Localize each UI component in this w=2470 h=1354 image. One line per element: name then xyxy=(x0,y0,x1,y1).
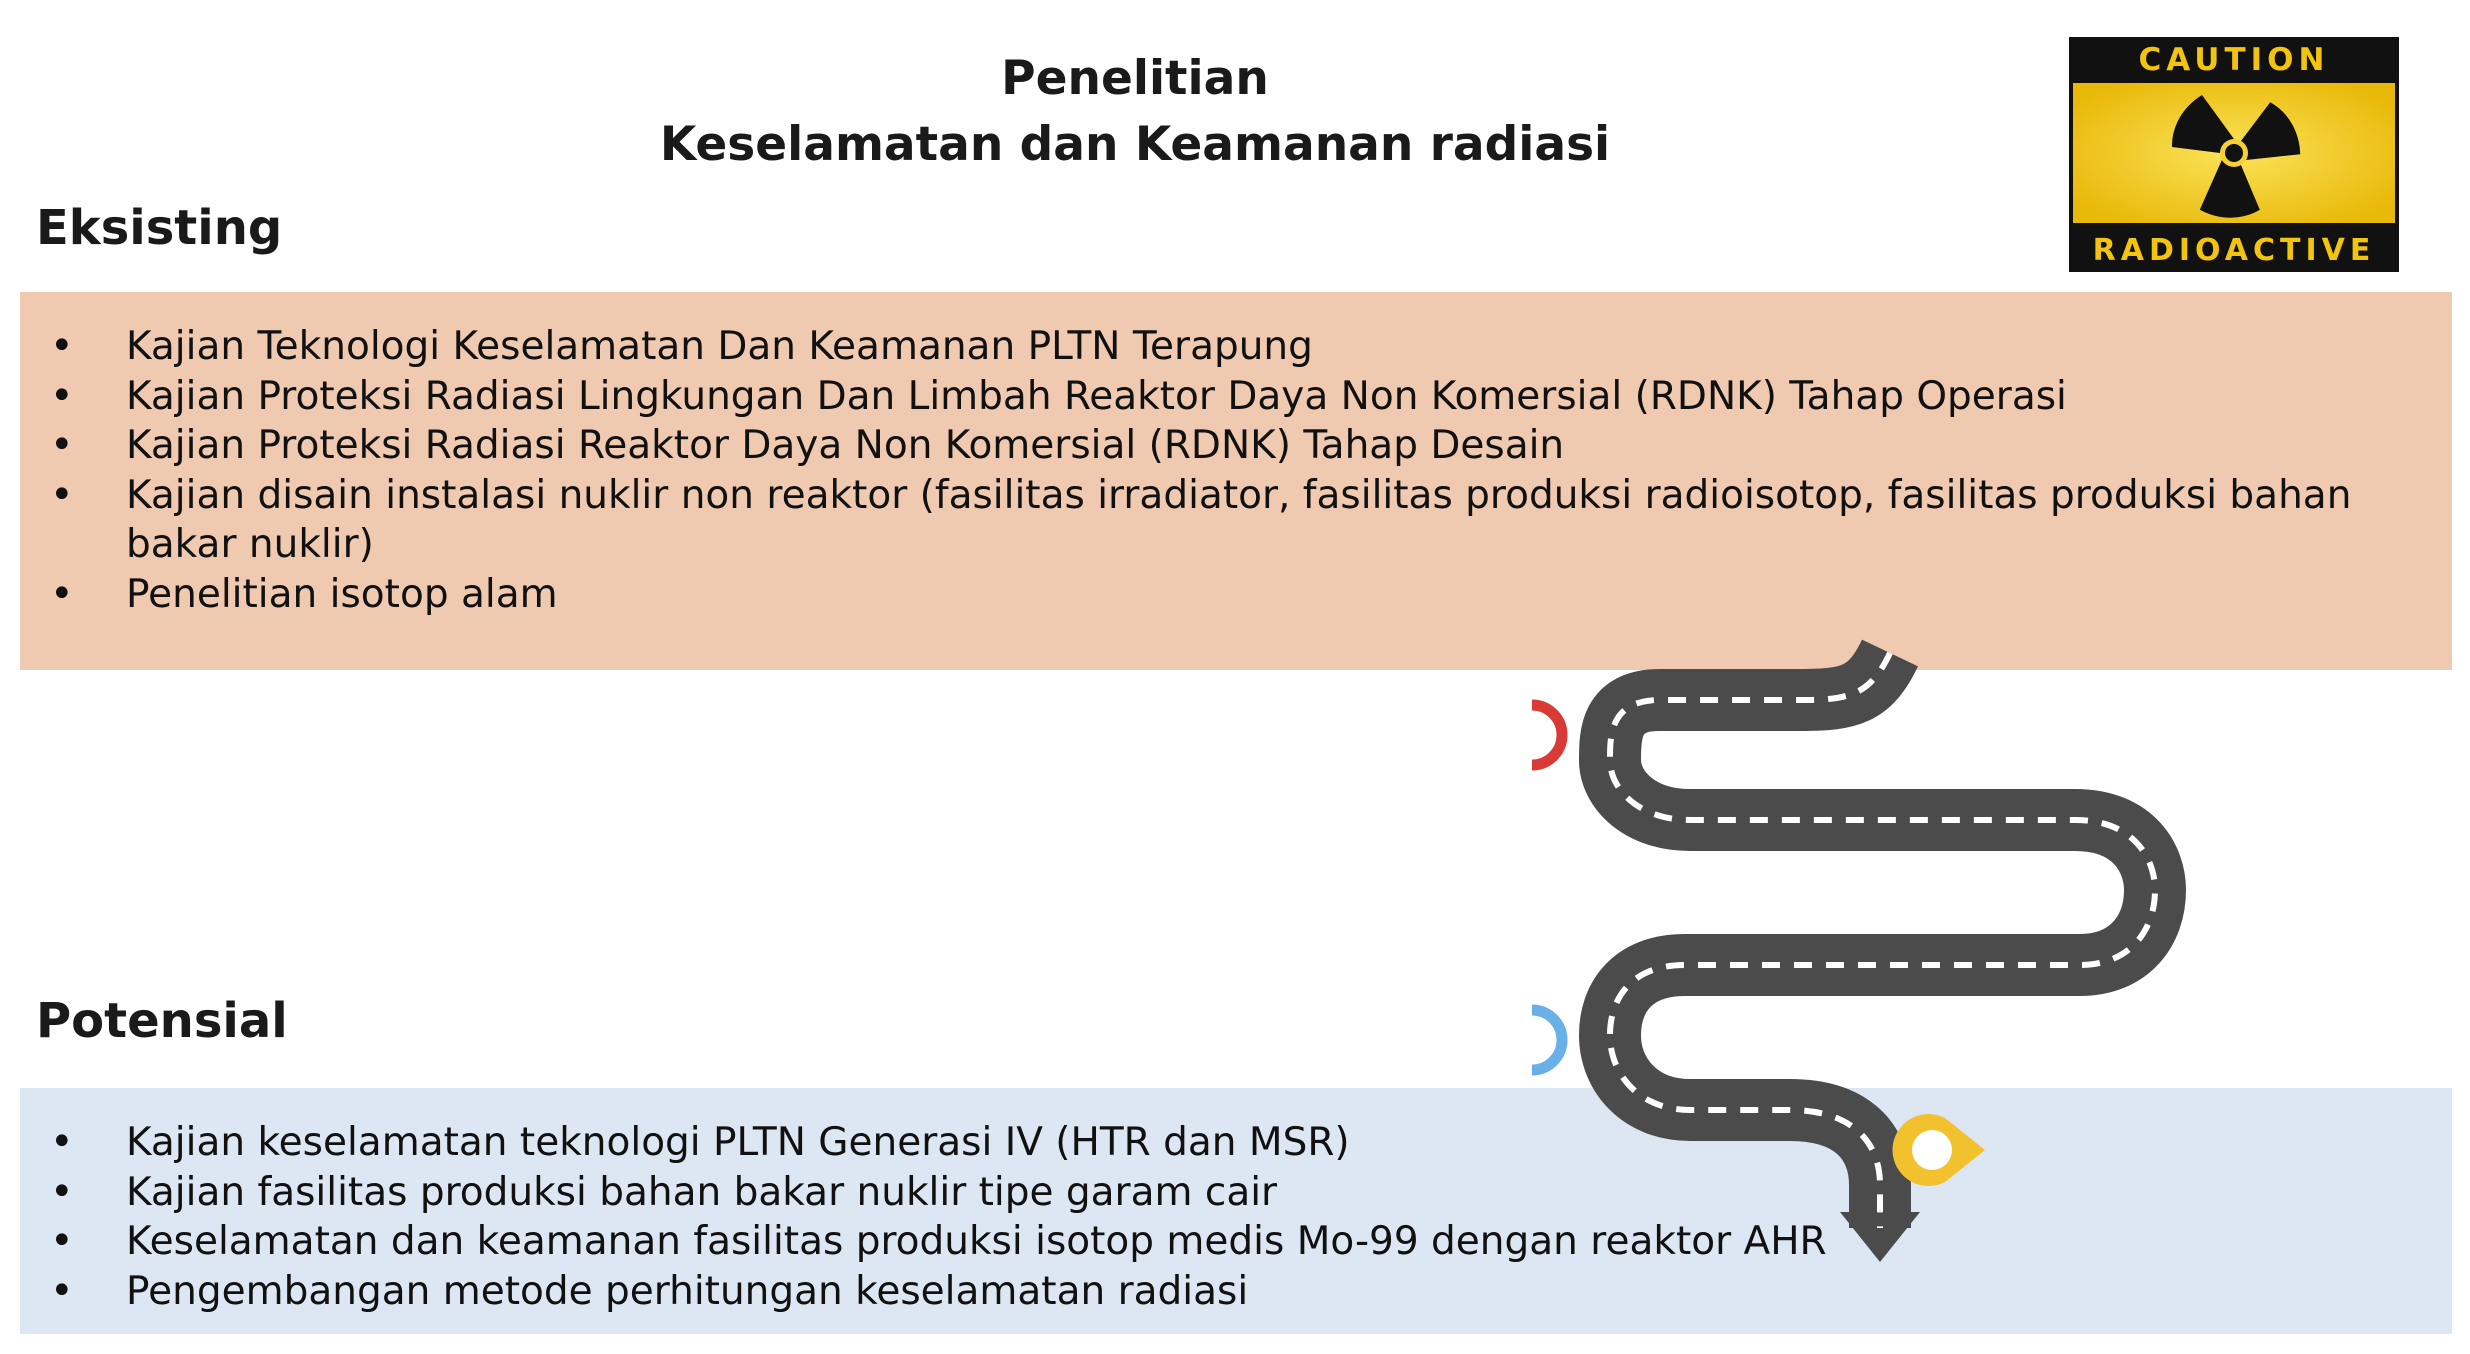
page-title xyxy=(560,46,1710,178)
potensial-item: • Kajian fasilitas produksi bahan bakar nuklir tipe garam cair xyxy=(20,1168,2376,1218)
blue-milestone-marker xyxy=(1532,1010,1562,1070)
caution-radioactive-sign xyxy=(2069,37,2399,272)
potensial-item: • Kajian keselamatan teknologi PLTN Generasi IV (HTR dan MSR) xyxy=(20,1118,2376,1168)
eksisting-panel xyxy=(20,292,2452,670)
sign-top-text: CAUTION xyxy=(2138,42,2330,78)
eksisting-item: • Kajian Proteksi Radiasi Reaktor Daya Non Komersial (RDNK) Tahap Desain xyxy=(20,421,2376,471)
red-milestone-marker xyxy=(1532,705,1562,765)
eksisting-heading: Eksisting xyxy=(36,200,283,256)
yellow-location-pin xyxy=(1893,1114,1985,1186)
eksisting-list xyxy=(20,322,2376,619)
eksisting-item: • Kajian Proteksi Radiasi Lingkungan Dan Limbah Reaktor Daya Non Komersial (RDNK) Tahap Operasi xyxy=(20,372,2376,422)
potensial-item: • Pengembangan metode perhitungan keselamatan radiasi xyxy=(20,1267,2376,1317)
page-title-line-2: Keselamatan dan Keamanan radiasi xyxy=(659,117,1611,172)
page-title-line-1: Penelitian xyxy=(1001,51,1269,106)
road-arrow-head xyxy=(1840,1212,1920,1262)
sign-bottom-text: RADIOACTIVE xyxy=(2092,233,2376,268)
potensial-heading: Potensial xyxy=(36,993,288,1049)
winding-road-icon xyxy=(1500,620,2200,1280)
road-body xyxy=(1610,653,2155,1228)
eksisting-item: • Kajian Teknologi Keselamatan Dan Keamanan PLTN Terapung xyxy=(20,322,2376,372)
potensial-item: • Keselamatan dan keamanan fasilitas produksi isotop medis Mo-99 dengan reaktor AHR xyxy=(20,1217,2376,1267)
eksisting-item: • Penelitian isotop alam xyxy=(20,570,2376,620)
eksisting-item: • Kajian disain instalasi nuklir non reaktor (fasilitas irradiator, fasilitas produksi radioisotop, fasilitas produksi bahan bakar nuklir) xyxy=(20,471,2376,570)
